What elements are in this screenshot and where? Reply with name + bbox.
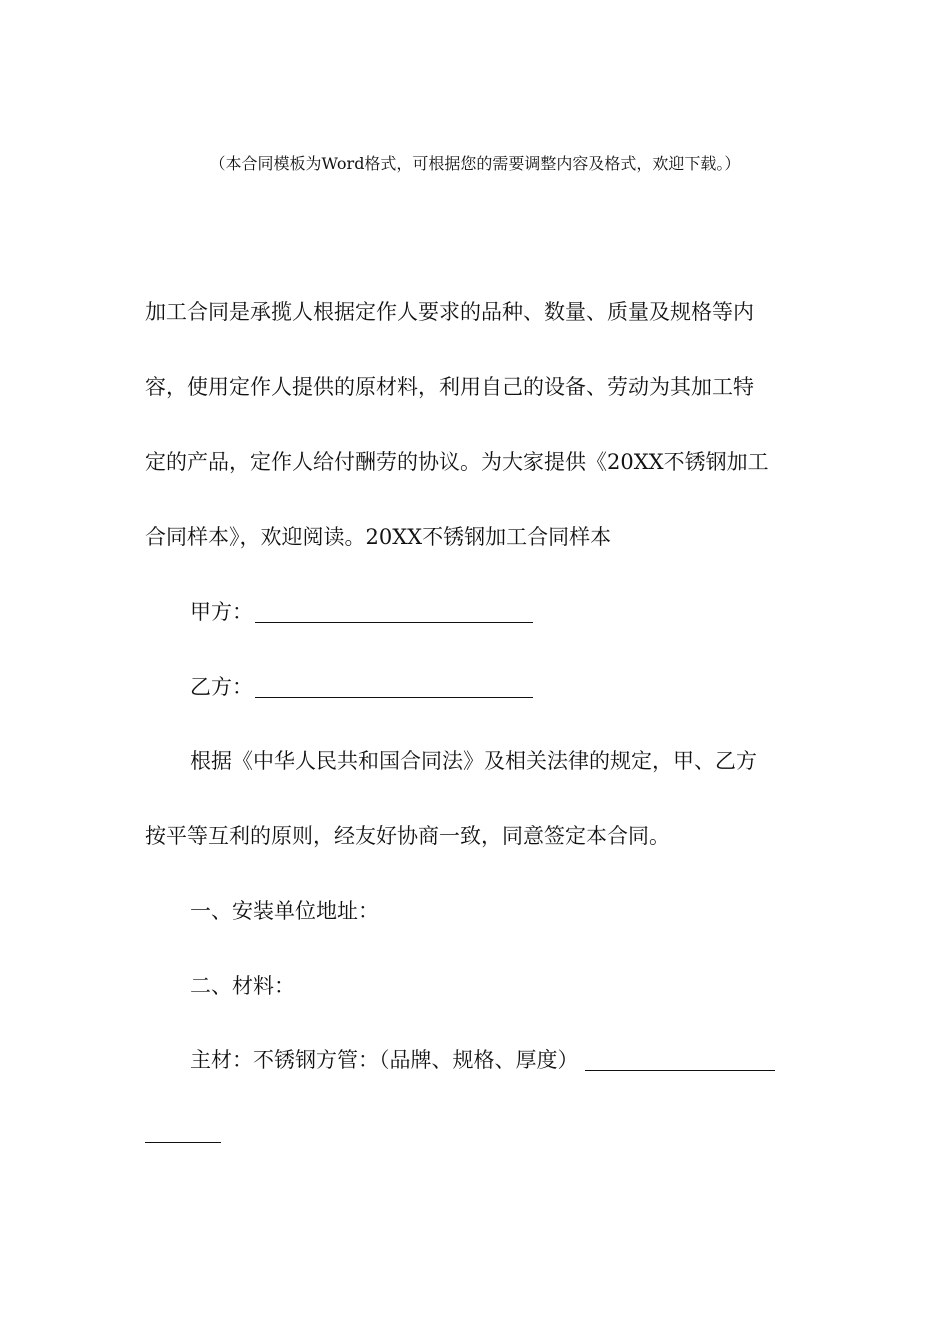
party-b-blank — [255, 677, 533, 698]
intro-line-1: 加工合同是承揽人根据定作人要求的品种、数量、质量及规格等内 — [145, 300, 754, 324]
party-b-label: 乙方： — [190, 675, 253, 699]
preamble-line-2: 按平等互利的原则，经友好协商一致，同意签定本合同。 — [145, 824, 670, 848]
section-2-heading: 二、材料： — [190, 974, 295, 998]
section-1-heading: 一、安装单位地址： — [190, 899, 379, 923]
party-a-row — [190, 597, 533, 627]
intro-line-3: 定的产品，定作人给付酬劳的协议。为大家提供《20XX不锈钢加工 — [145, 450, 769, 474]
main-material-blank-continued — [145, 1142, 221, 1143]
main-material-row — [190, 1045, 775, 1075]
party-a-blank — [255, 602, 533, 623]
main-material-blank — [585, 1050, 775, 1071]
intro-line-4: 合同样本》，欢迎阅读。20XX不锈钢加工合同样本 — [145, 525, 612, 549]
template-note: （本合同模板为Word格式，可根据您的需要调整内容及格式，欢迎下载。） — [209, 154, 741, 173]
party-b-row — [190, 672, 533, 702]
intro-line-2: 容，使用定作人提供的原材料，利用自己的设备、劳动为其加工特 — [145, 375, 754, 399]
party-a-label: 甲方： — [190, 600, 253, 624]
preamble-line-1: 根据《中华人民共和国合同法》及相关法律的规定，甲、乙方 — [190, 749, 757, 773]
main-material-label: 主材：不锈钢方管：（品牌、规格、厚度） — [190, 1048, 579, 1072]
